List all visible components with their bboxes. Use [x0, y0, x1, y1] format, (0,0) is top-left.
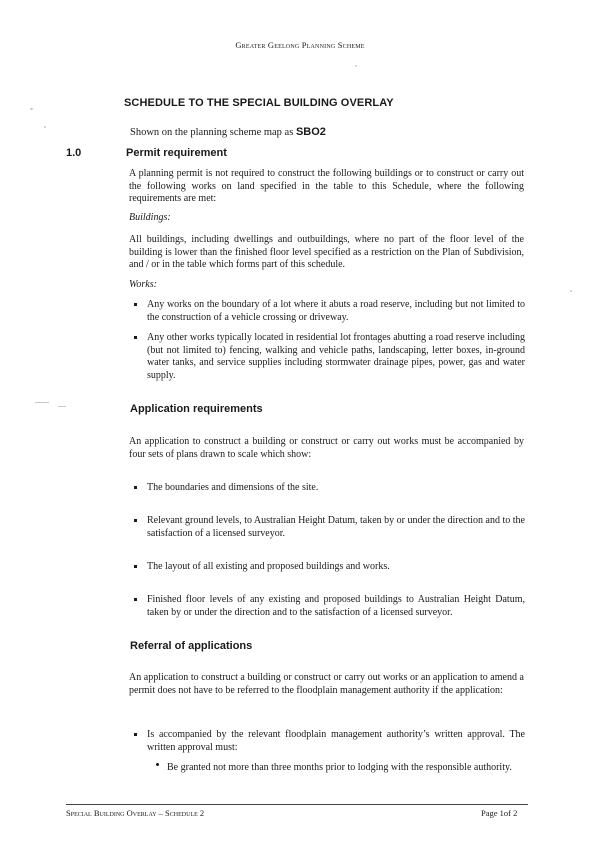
- buildings-label: Buildings:: [129, 212, 171, 223]
- bullet-marker: [134, 303, 137, 306]
- list-item-text: The boundaries and dimensions of the site.: [147, 482, 319, 493]
- sub-list-item: [156, 758, 526, 778]
- scan-speck: [44, 126, 46, 128]
- bullet-marker: [134, 336, 137, 339]
- list-item-text: The layout of all existing and proposed buildings and works.: [147, 561, 390, 572]
- heading-referral-of-applications: Referral of applications: [130, 640, 253, 652]
- map-reference-text: Shown on the planning scheme map as: [130, 127, 294, 138]
- application-intro-paragraph: An application to construct a building or construct or carry out works must be accompanied by four sets of plans drawn to scale which show:: [129, 436, 524, 460]
- scan-speck: [58, 406, 66, 407]
- permit-intro-paragraph: A planning permit is not required to construct the following buildings or to construct or carry out the following works on land specified in the table to this Schedule, where the following requirements are met:: [129, 168, 524, 205]
- heading-permit-requirement: Permit requirement: [126, 147, 227, 159]
- bullet-marker: [134, 519, 137, 522]
- referral-intro-paragraph: An application to construct a building or construct or carry out works or an application to amend a permit does not have to be referred to the floodplain management authority if the application:: [129, 672, 524, 696]
- scan-speck: [570, 290, 572, 292]
- section-number: 1.0: [66, 147, 82, 159]
- scan-speck: [30, 108, 33, 110]
- footer-divider: [66, 804, 528, 805]
- list-item: [130, 482, 525, 495]
- list-item-text: Any works on the boundary of a lot where it abuts a road reserve, including but not limited to the construction of a vehicle crossing or driveway.: [147, 299, 525, 323]
- heading-application-requirements: Application requirements: [130, 403, 263, 415]
- bullet-marker: [134, 565, 137, 568]
- bullet-marker: [134, 598, 137, 601]
- bullet-marker: [134, 733, 137, 736]
- list-item-text: Relevant ground levels, to Australian Height Datum, taken by or under the direction and to the satisfaction of a licensed surveyor.: [147, 515, 525, 539]
- buildings-paragraph: All buildings, including dwellings and outbuildings, where no part of the floor level of the building is lower than the finished floor level specified as a restriction on the Plan of Subdivision, and / or in the table which forms part of this schedule.: [129, 234, 524, 271]
- list-item-text: Is accompanied by the relevant floodplain management authority’s written approval. The written approval must:: [147, 729, 525, 753]
- bullet-marker: [134, 486, 137, 489]
- list-item: [130, 729, 525, 754]
- works-label: Works:: [129, 279, 157, 290]
- sub-bullet-marker: [156, 763, 159, 766]
- list-item-text: Any other works typically located in residential lot frontages abutting a road reserve including (but not limited to) fencing, walking and vehicle paths, landscaping, letter boxes, in-ground water tanks, and service supplies including stormwater drainage pipes, power, gas and water supply.: [147, 332, 525, 381]
- list-item: [130, 299, 525, 324]
- running-head: Greater Geelong Planning Scheme: [235, 40, 365, 50]
- scan-speck: [355, 65, 357, 67]
- map-reference: [130, 126, 326, 138]
- scan-speck: [35, 402, 49, 403]
- list-item: [130, 332, 525, 382]
- list-item: [130, 515, 525, 540]
- list-item: [130, 561, 525, 574]
- list-item-text: Finished floor levels of any existing and proposed buildings to Australian Height Datum, taken by or under the direction and to the satisfaction of a licensed surveyor.: [147, 594, 525, 618]
- footer-title: Special Building Overlay – Schedule 2: [66, 808, 205, 818]
- sub-list-item-text: Be granted not more than three months prior to lodging with the responsible authority.: [167, 762, 512, 773]
- document-title: SCHEDULE TO THE SPECIAL BUILDING OVERLAY: [124, 97, 394, 109]
- list-item: [130, 594, 525, 619]
- page-number: Page 1of 2: [481, 808, 518, 818]
- map-reference-code: SBO2: [295, 126, 326, 138]
